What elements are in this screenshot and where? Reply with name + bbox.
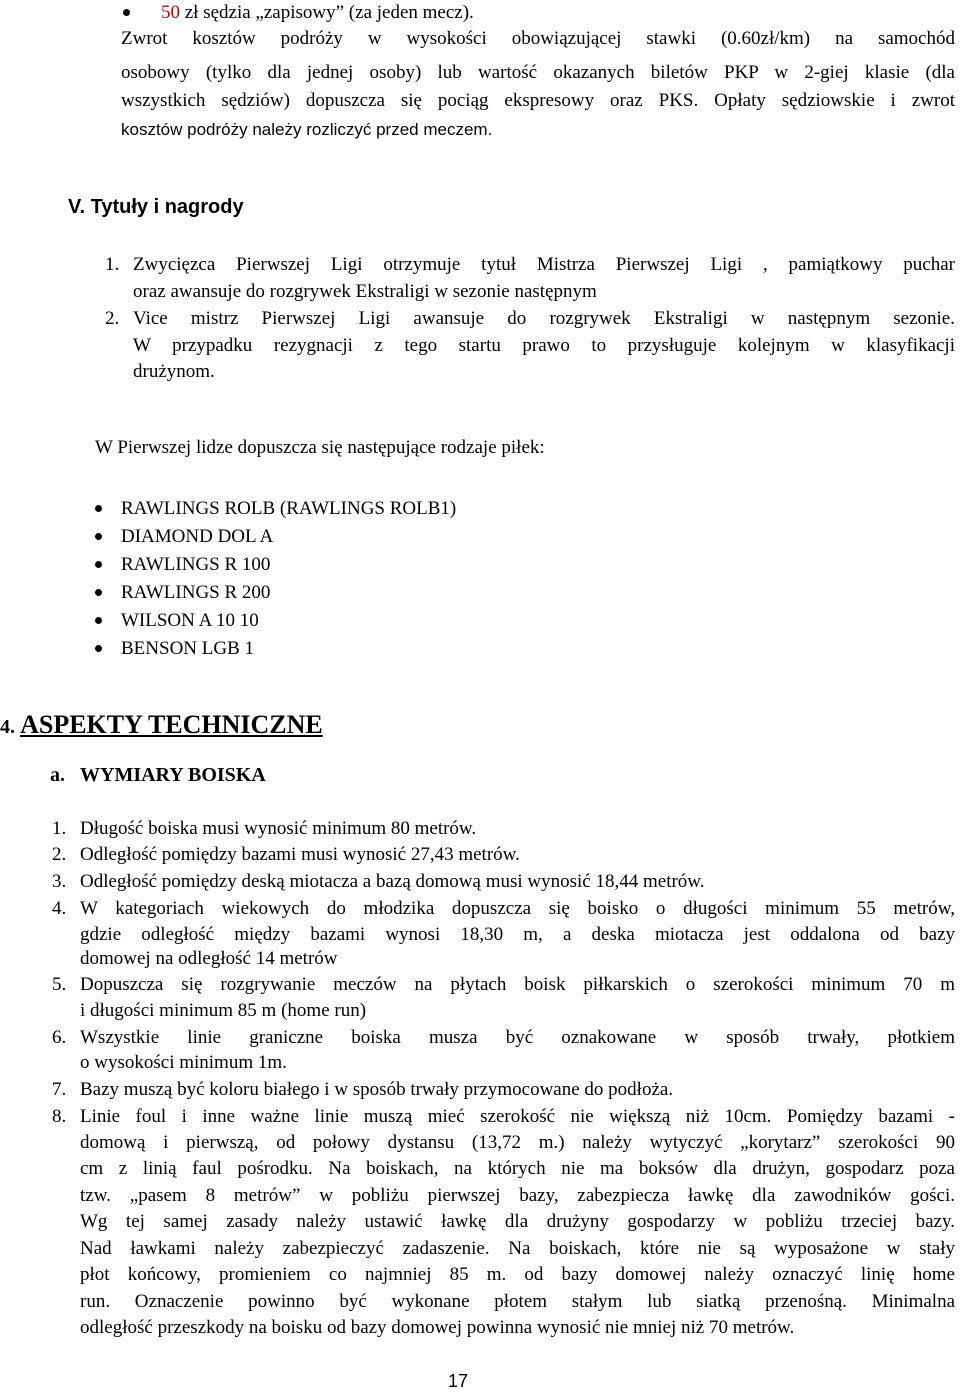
section-4-title: ASPEKTY TECHNICZNE [20, 710, 323, 739]
field-item-5-line-1: Dopuszcza się rozgrywanie meczów na płytach boisk piłkarskich o szerokości minimum 70 m [80, 974, 955, 995]
ball-item-4: RAWLINGS R 200 [121, 582, 271, 603]
section-v-item-2-line-2: W przypadku rezygnacji z tego startu prawo to przysługuje kolejnym w klasyfikacji [133, 335, 955, 356]
bullet-icon [95, 561, 102, 568]
ball-item-3: RAWLINGS R 100 [121, 554, 271, 575]
section-4-heading [0, 708, 323, 744]
field-item-8-line-5: Wg tej samej zasady należy ustawić ławkę dla drużyny gospodarzy w pobliżu trzeciej bazy. [80, 1211, 955, 1232]
section-v-item-2-line-1: Vice mistrz Pierwszej Ligi awansuje do rozgrywek Ekstraligi w następnym sezonie. [133, 308, 955, 329]
field-item-3-num: 3. [52, 871, 67, 892]
field-item-4-line-1: W kategoriach wiekowych do młodzika dopuszcza się boisko o długości minimum 55 metrów, [80, 898, 955, 919]
section-v-item-2-line-3: drużynom. [133, 361, 215, 382]
travel-cost-line-4: kosztów podróży należy rozliczyć przed meczem. [121, 120, 493, 139]
field-item-8-line-3: cm z linią faul pośrodku. Na boiskach, na których nie ma boksów dla drużyn, gospodarz poza [80, 1158, 955, 1179]
field-item-2-line-1: Odległość pomiędzy bazami musi wynosić 27,43 metrów. [80, 844, 520, 865]
travel-cost-line-3: wszystkich sędziów) dopuszcza się pociąg ekspresowy oraz PKS. Opłaty sędziowskie i zwrot [121, 90, 955, 111]
page-number: 17 [448, 1371, 469, 1391]
field-item-1-line-1: Długość boiska musi wynosić minimum 80 metrów. [80, 818, 477, 839]
field-item-4-line-3: domowej na odległość 14 metrów [80, 948, 338, 969]
field-item-5-line-2: i długości minimum 85 m (home run) [80, 1000, 367, 1021]
field-item-6-line-1: Wszystkie linie graniczne boiska musza być oznakowane w sposób trwały, płotkiem [80, 1027, 955, 1048]
bullet-icon [95, 505, 102, 512]
balls-intro: W Pierwszej lidze dopuszcza się następujące rodzaje piłek: [95, 437, 545, 458]
bullet-icon [95, 617, 102, 624]
field-item-7-line-1: Bazy muszą być koloru białego i w sposób trwały przymocowane do podłoża. [80, 1079, 674, 1100]
bullet-icon [95, 533, 102, 540]
field-item-8-line-4: tzw. „pasem 8 metrów” w pobliżu pierwszej bazy, zabezpiecza ławkę dla zawodników gości. [80, 1185, 955, 1206]
section-v-item-1-line-2: oraz awansuje do rozgrywek Ekstraligi w sezonie następnym [133, 281, 597, 302]
field-item-1-num: 1. [52, 818, 67, 839]
section-4-num: 4. [0, 716, 15, 738]
travel-cost-line-1: Zwrot kosztów podróży w wysokości obowiązującej stawki (0.60zł/km) na samochód [121, 28, 955, 49]
field-item-8-num: 8. [52, 1106, 67, 1127]
bullet-icon [95, 645, 102, 652]
judge-fee-amount: 50 [161, 2, 180, 23]
ball-item-5: WILSON A 10 10 [121, 610, 259, 631]
subsection-a-num: a. [50, 764, 65, 786]
bullet-icon [123, 9, 130, 16]
section-v-item-1-line-1: Zwycięzca Pierwszej Ligi otrzymuje tytuł Mistrza Pierwszej Ligi , pamiątkowy puchar [133, 254, 955, 275]
field-item-8-line-2: domową i pierwszą, od połowy dystansu (13,72 m.) należy wytyczyć „korytarz” szerokości 90 [80, 1132, 955, 1153]
subsection-a-heading [50, 764, 266, 787]
judge-fee-line [161, 0, 474, 26]
section-v-item-1-num: 1. [105, 254, 120, 275]
ball-item-1: RAWLINGS ROLB (RAWLINGS ROLB1) [121, 498, 457, 519]
field-item-8-line-8: run. Oznaczenie powinno być wykonane płotem stałym lub siatką przenośną. Minimalna [80, 1291, 955, 1312]
field-item-7-num: 7. [52, 1079, 67, 1100]
ball-item-2: DIAMOND DOL A [121, 526, 274, 547]
field-item-8-line-7: płot końcowy, promieniem co najmniej 85 m. od bazy domowej należy oznaczyć linię home [80, 1264, 955, 1285]
field-item-8-line-1: Linie foul i inne ważne linie muszą mieć szerokość nie większą niż 10cm. Pomiędzy bazami - [80, 1106, 955, 1127]
field-item-3-line-1: Odległość pomiędzy deską miotacza a bazą domową musi wynosić 18,44 metrów. [80, 871, 705, 892]
bullet-icon [95, 589, 102, 596]
field-item-4-num: 4. [52, 898, 67, 919]
field-item-2-num: 2. [52, 844, 67, 865]
field-item-4-line-2: gdzie odległość między bazami wynosi 18,30 m, a deska miotacza jest oddalona od bazy [80, 924, 955, 945]
section-v-item-2-num: 2. [105, 308, 120, 329]
field-item-8-line-9: odległość przeszkody na boisku od bazy domowej powinna wynosić nie mniej niż 70 metrów. [80, 1317, 795, 1338]
field-item-6-line-2: o wysokości minimum 1m. [80, 1052, 287, 1073]
subsection-a-title: WYMIARY BOISKA [80, 764, 266, 786]
field-item-6-num: 6. [52, 1027, 67, 1048]
ball-item-6: BENSON LGB 1 [121, 638, 255, 659]
field-item-5-num: 5. [52, 974, 67, 995]
section-v-title: V. Tytuły i nagrody [68, 196, 244, 218]
travel-cost-line-2: osobowy (tylko dla jednej osoby) lub wartość okazanych biletów PKP w 2-giej klasie (dla [121, 62, 955, 83]
judge-fee-text: zł sędzia „zapisowy” (za jeden mecz). [180, 2, 474, 23]
field-item-8-line-6: Nad ławkami należy zabezpieczyć zadaszenie. Na boiskach, które nie są wyposażone w stały [80, 1238, 955, 1259]
